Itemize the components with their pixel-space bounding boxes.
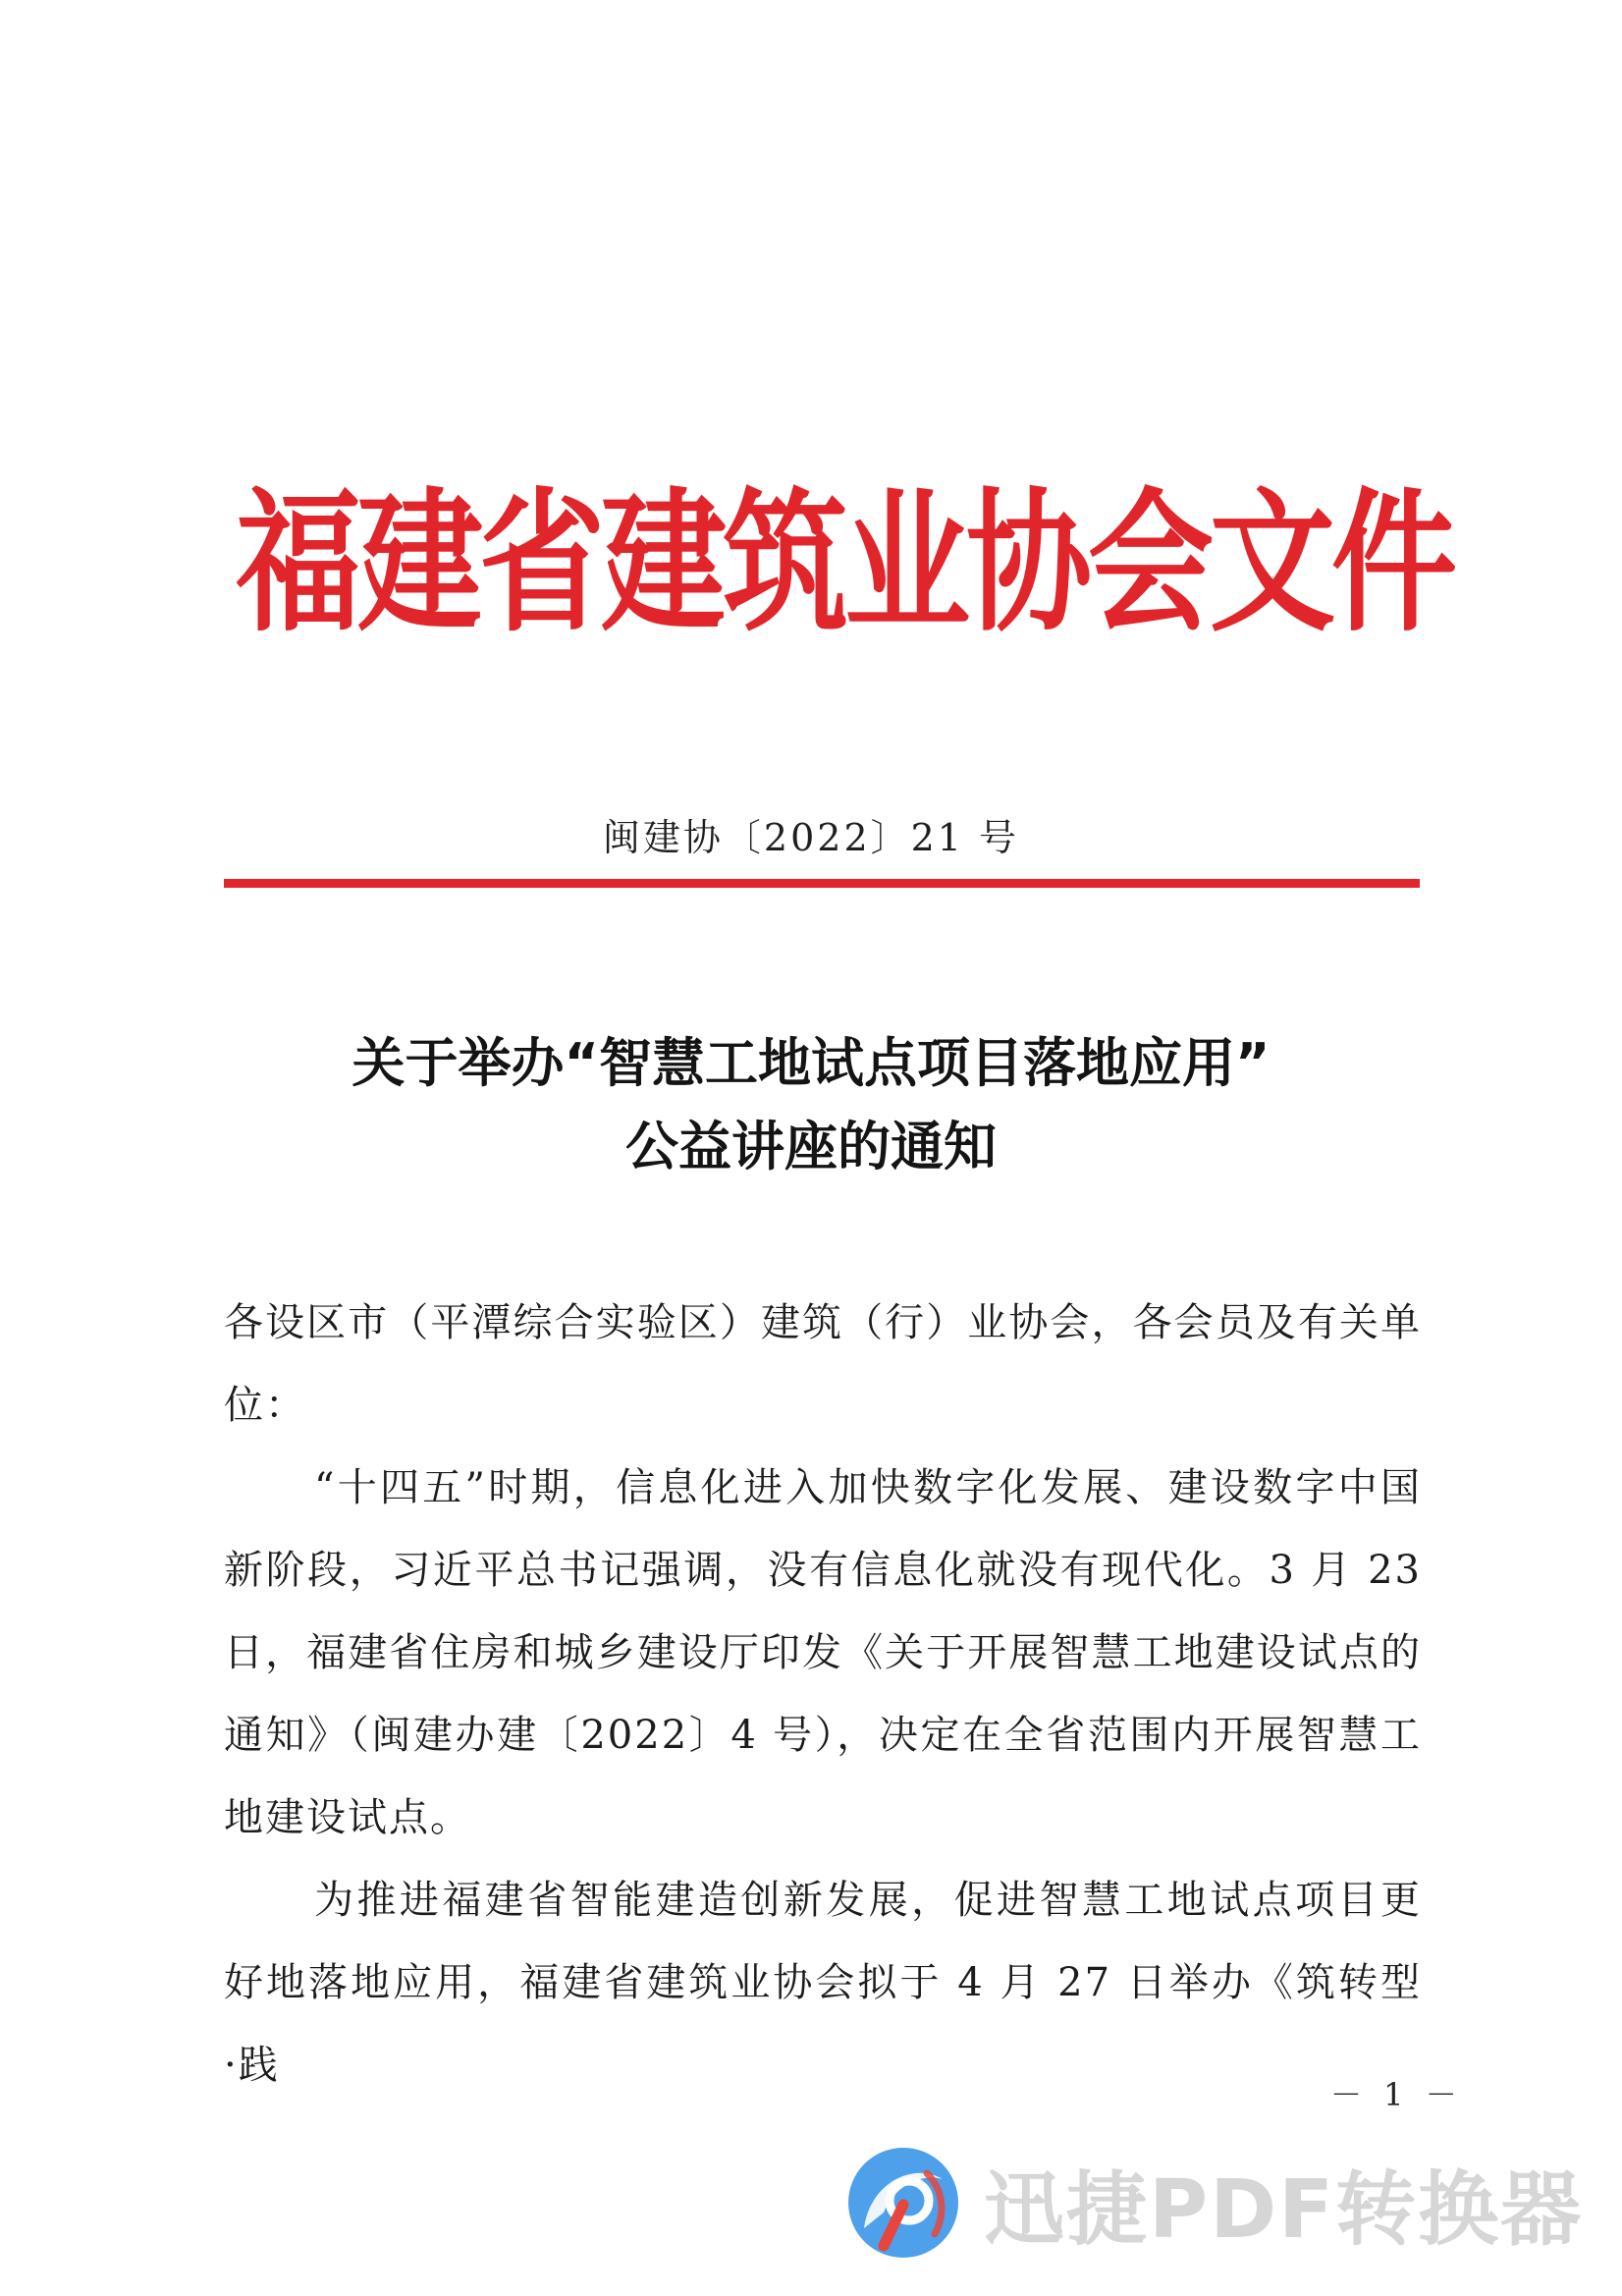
watermark: [844, 2139, 1583, 2267]
masthead-title: 福建省建筑业协会文件: [236, 473, 1454, 654]
document-number: 闽建协〔2022〕21 号: [602, 816, 1020, 859]
page-number: － 1 －: [1330, 2076, 1463, 2113]
red-divider-line: [224, 879, 1420, 888]
notice-title-line-2: 公益讲座的通知: [625, 1116, 997, 1177]
notice-title-line-1: 关于举办“智慧工地试点项目落地应用”: [351, 1032, 1271, 1094]
jiejie-pdf-logo-icon: [844, 2144, 962, 2262]
salutation: 各设区市（平潭综合实验区）建筑（行）业协会，各会员及有关单位：: [224, 1300, 1422, 1428]
watermark-text: 迅捷PDF转换器: [984, 2162, 1584, 2257]
body-paragraph-2: 为推进福建省智能建造创新发展，促进智慧工地试点项目更好地落地应用，福建省建筑业协会拟于 4 月 27 日举办《筑转型 ·践: [224, 1878, 1422, 2088]
body-paragraph-1: “十四五”时期，信息化进入加快数字化发展、建设数字中国新阶段，习近平总书记强调，没有信息化就没有现代化。3 月 23 日，福建省住房和城乡建设厅印发《关于开展智慧工地建设试点的通知》（闽建办建〔2022〕4 号），决定在全省范围内开展智慧工地建设试点。: [224, 1465, 1422, 1840]
